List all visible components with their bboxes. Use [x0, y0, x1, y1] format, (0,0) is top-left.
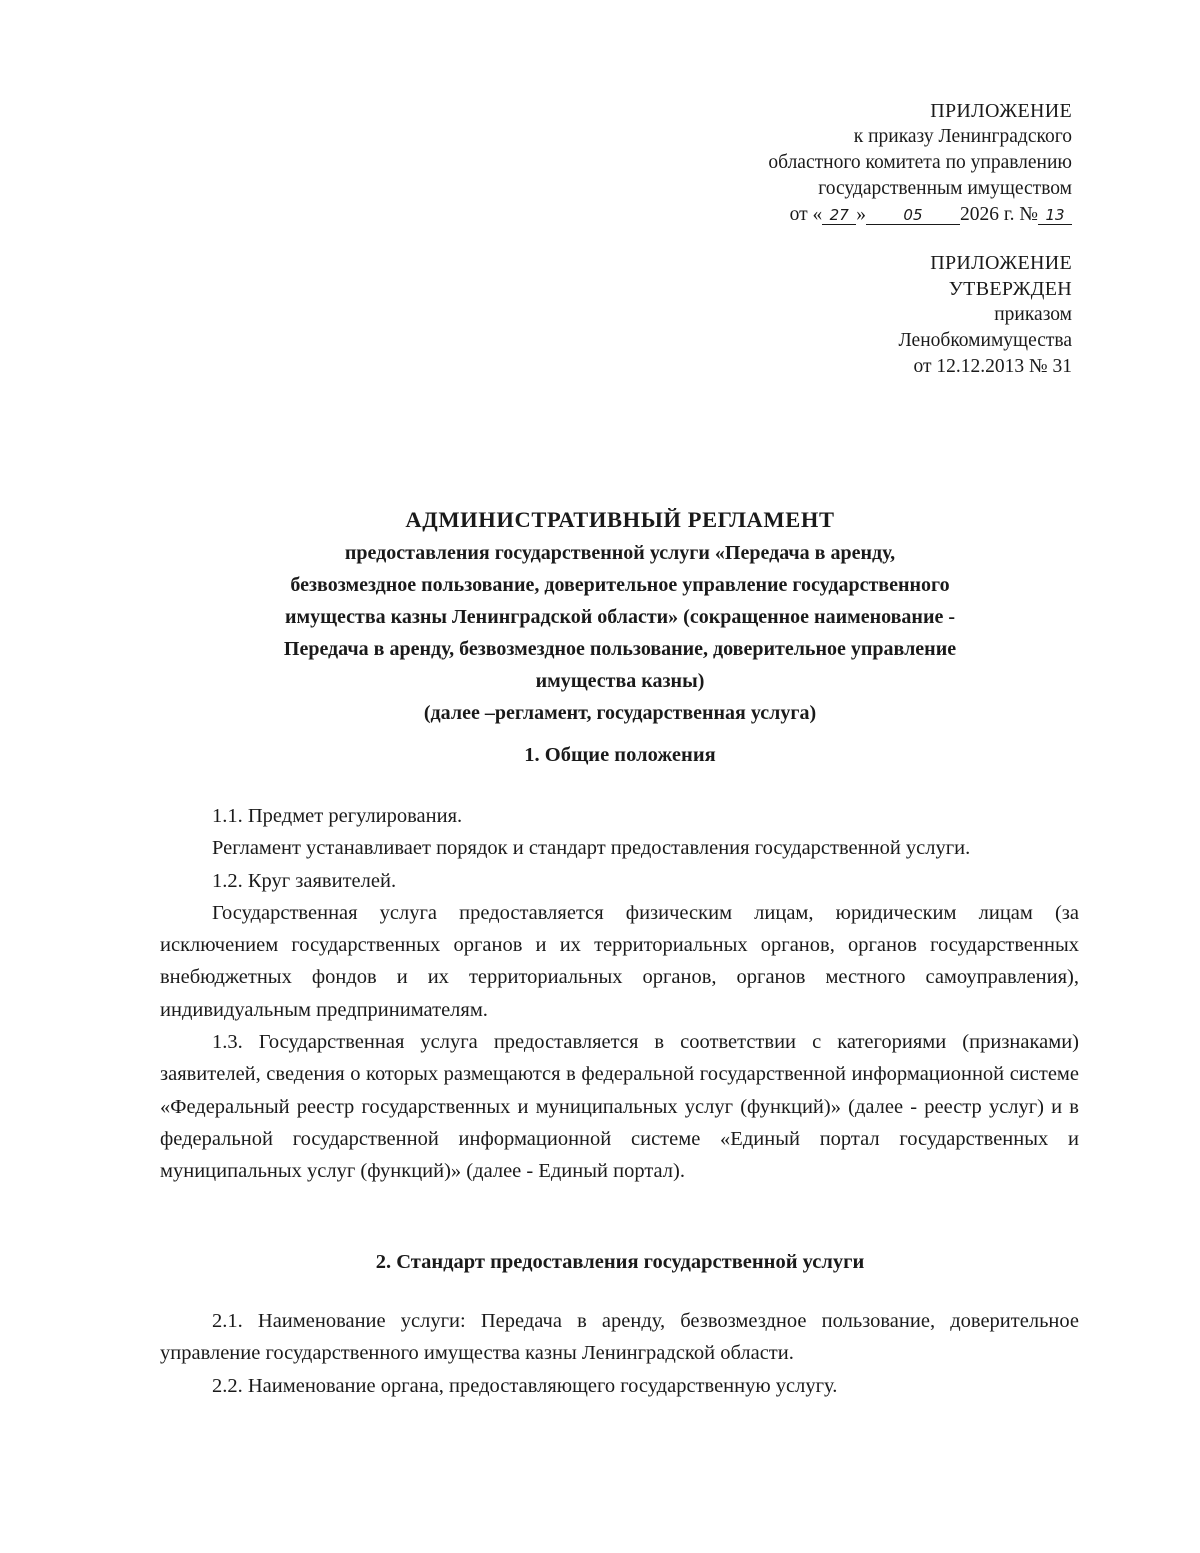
document-title: [160, 505, 1080, 729]
annex-approval-block: [898, 250, 1072, 380]
order-date-line: [768, 202, 1072, 228]
title-line: предоставления государственной услуги «Передача в аренду,: [344, 542, 896, 564]
date-mid: »: [856, 204, 866, 225]
title-line: (далее –регламент, государственная услуга): [423, 702, 817, 724]
title-line: безвозмездное пользование, доверительное управление государственного: [290, 574, 950, 596]
section-2-body: [160, 1305, 1079, 1402]
paragraph: 2.1. Наименование услуги: Передача в аренду, безвозмездное пользование, доверительное управление государственного имущества казны Ленинградской области.: [160, 1310, 1079, 1365]
title-main: АДМИНИСТРАТИВНЫЙ РЕГЛАМЕНТ: [405, 507, 835, 532]
annex-line: Ленобкомимущества: [898, 330, 1072, 351]
section-heading: 1. Общие положения: [524, 744, 716, 766]
paragraph: 1.1. Предмет регулирования.: [212, 805, 463, 827]
annex-order-block: [768, 98, 1072, 228]
date-year: 2026 г. №: [959, 204, 1038, 225]
paragraph: 2.2. Наименование органа, предоставляющего государственную услугу.: [212, 1374, 838, 1397]
annex-title: ПРИЛОЖЕНИЕ: [930, 252, 1072, 274]
annex-title: ПРИЛОЖЕНИЕ: [930, 100, 1072, 122]
paragraph: 1.2. Круг заявителей.: [212, 869, 397, 892]
annex-line: от 12.12.2013 № 31: [913, 356, 1072, 377]
date-prefix: от «: [789, 204, 823, 225]
handwritten-order-number: 13: [1038, 206, 1072, 225]
paragraph: Государственная услуга предоставляется физическим лицам, юридическим лицам (за исключением государственных органов и их территориальных органов, органов государственных внебюджетных фондов и их территориальных органов, органов местного самоуправления), индивидуальным предпринимателям.: [160, 901, 1079, 1021]
annex-line: областного комитета по управлению: [768, 152, 1072, 173]
annex-line: к приказу Ленинградского: [853, 126, 1072, 147]
annex-line: приказом: [994, 304, 1072, 325]
paragraph: 1.3. Государственная услуга предоставляется в соответствии с категориями (признаками) заявителей, сведения о которых размещаются в федеральной государственной информационной системе «Федеральный реестр государственных и муниципальных услуг (функций)» (далее - реестр услуг) и в федеральной государственной информационной системе «Единый портал государственных и муниципальных услуг (функций)» (далее - Единый портал).: [160, 1031, 1079, 1183]
title-subtitle: [160, 537, 1080, 729]
paragraph: Регламент устанавливает порядок и стандарт предоставления государственной услуги.: [212, 837, 971, 860]
handwritten-month: 05: [866, 206, 960, 225]
section-heading: 2. Стандарт предоставления государственной услуги: [375, 1251, 865, 1273]
annex-line: государственным имуществом: [818, 178, 1072, 199]
approved-label: УТВЕРЖДЕН: [948, 278, 1072, 300]
title-line: имущества казны Ленинградской области» (сокращенное наименование -: [284, 606, 956, 628]
handwritten-day: 27: [822, 206, 856, 225]
title-line: Передача в аренду, безвозмездное пользование, доверительное управление: [283, 638, 957, 660]
title-line: имущества казны): [535, 670, 705, 692]
section-1-body: [160, 800, 1079, 1188]
